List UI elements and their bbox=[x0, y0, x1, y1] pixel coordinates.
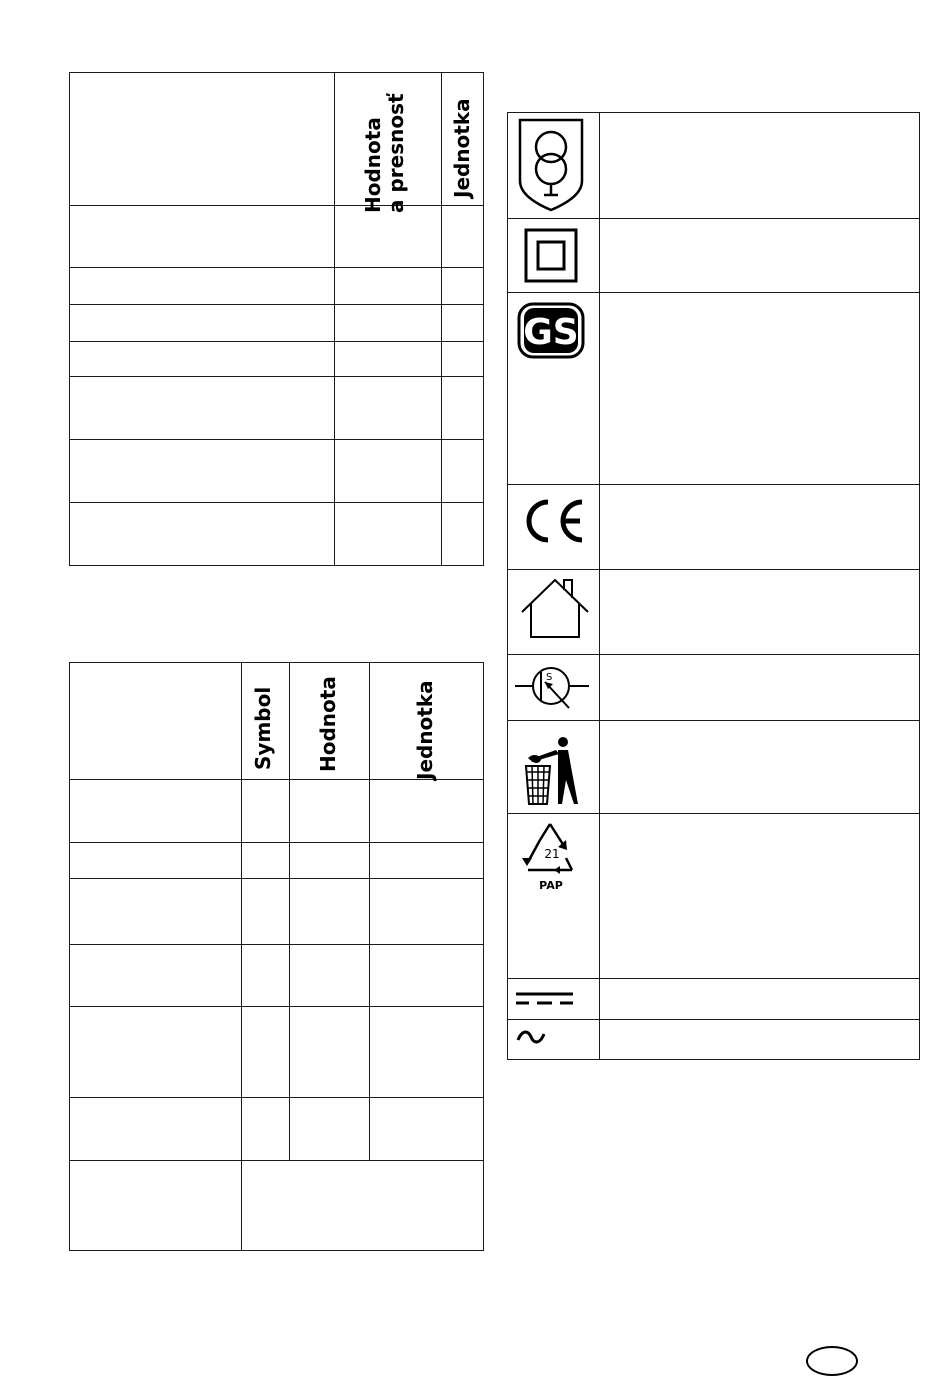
svg-text:GS: GS bbox=[523, 312, 579, 353]
svg-text:S: S bbox=[546, 672, 553, 683]
ce-mark-icon bbox=[518, 496, 588, 546]
gs-mark-icon bbox=[517, 302, 585, 360]
short-circuit-proof-transformer-icon bbox=[513, 660, 591, 714]
dispose-properly-icon bbox=[522, 732, 582, 808]
double-insulation-icon bbox=[524, 228, 578, 284]
column-header-value: Hodnota bbox=[316, 676, 340, 772]
alternating-current-icon bbox=[516, 1026, 546, 1048]
recycling-code: 21 bbox=[544, 847, 560, 861]
header-value-line2: a presnosť bbox=[384, 93, 408, 213]
recycling-label: PAP bbox=[539, 879, 563, 892]
column-header-unit: Jednotka bbox=[413, 680, 437, 780]
column-header-unit: Jednotka bbox=[450, 98, 474, 198]
header-value-line1: Hodnota bbox=[361, 117, 385, 213]
indoor-use-house-icon bbox=[518, 576, 592, 640]
safety-transformer-icon bbox=[517, 117, 585, 213]
recycling-pap21-icon bbox=[520, 820, 584, 894]
language-badge bbox=[806, 1346, 858, 1376]
direct-current-icon bbox=[515, 990, 575, 1010]
column-header-value bbox=[362, 63, 412, 213]
column-header-symbol: Symbol bbox=[251, 686, 275, 770]
